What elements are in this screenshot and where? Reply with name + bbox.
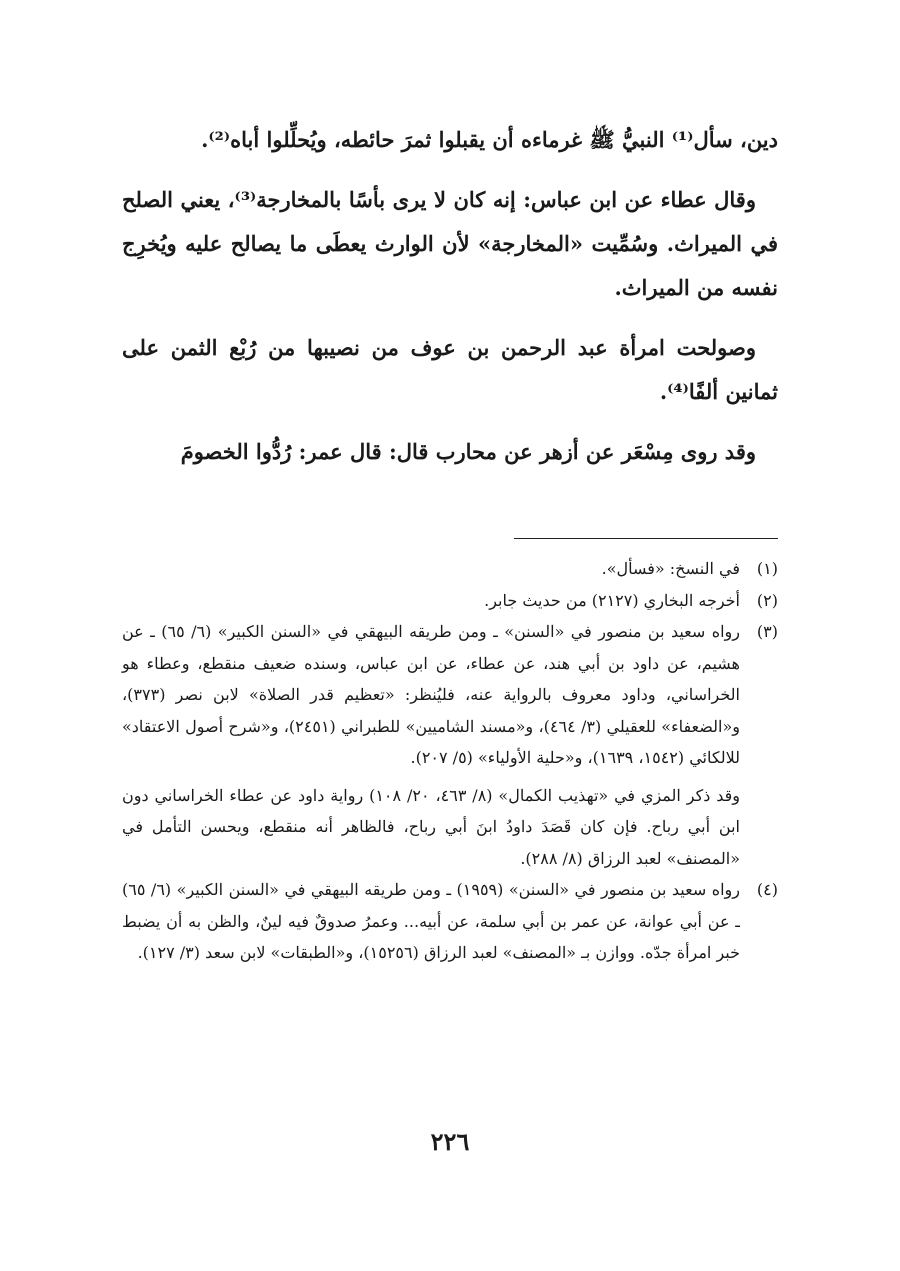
footnote-number: (١) xyxy=(756,559,778,578)
footnote-text: رواه سعيد بن منصور في «السنن» (١٩٥٩) ـ ومن طريقه البيهقي في «السنن الكبير» (٦/ ٦٥) ـ عن أبي عوانة، عن عمر بن أبي سلمة، عن أبيه... وعمرُ صدوقٌ فيه لينٌ، والظن به أن يضبط خبر امرأة جدّه. ووازن بـ «المصنف» لعبد الرزاق (١٥٢٥٦)، و«الطبقات» لابن سعد (٣/ ١٢٧). xyxy=(122,880,741,962)
footnote-text: أخرجه البخاري (٢١٢٧) من حديث جابر. xyxy=(484,590,740,610)
main-text xyxy=(122,118,778,490)
footnote-text: في النسخ: «فسأل». xyxy=(601,559,740,578)
footnote-3 xyxy=(122,616,778,774)
footnote-separator xyxy=(514,538,778,539)
paragraph-3: وصولحت امرأة عبد الرحمن بن عوف من نصيبها من رُبْع الثمن على ثمانين ألفًا⁽⁴⁾. xyxy=(122,335,778,404)
footnote-number: (٢) xyxy=(756,590,778,610)
paragraph-4: وقد روى مِسْعَر عن أزهر عن محارب قال: قال عمر: رُدُّوا الخصومَ xyxy=(180,439,756,464)
footnote-number: (٣) xyxy=(756,622,778,641)
footnote-number: (٤) xyxy=(756,880,778,899)
footnotes xyxy=(122,553,778,969)
footnote-text: رواه سعيد بن منصور في «السنن» ـ ومن طريقه البيهقي في «السنن الكبير» (٦/ ٦٥) ـ عن هشيم، عن داود بن أبي هند، عن عطاء، عن ابن عباس، وسنده ضعيف منقطع، وعطاء هو الخراساني، وداود معروف بالرواية عنه، فليُنظر: «تعظيم قدر الصلاة» لابن نصر (٣٧٣)، و«الضعفاء» للعقيلي (٣/ ٤٦٤)، و«مسند الشاميين» للطبراني (٢٤٥١)، و«شرح أصول الاعتقاد» للالكائي (١٥٤٢، ١٦٣٩)، و«حلية الأولياء» (٥/ ٢٠٧). xyxy=(122,622,741,767)
paragraph-1: دين، سأل⁽¹⁾ النبيُّ ﷺ غرماءه أن يقبلوا ثمرَ حائطه، ويُحلِّلوا أباه⁽²⁾. xyxy=(201,127,778,152)
paragraph-2: وقال عطاء عن ابن عباس: إنه كان لا يرى بأسًا بالمخارجة⁽³⁾، يعني الصلح في الميراث. وسُمِّيت «المخارجة» لأن الوارث يعطَى ما يصالح عليه ويُخرِج نفسه من الميراث. xyxy=(122,187,778,300)
footnote-4 xyxy=(122,874,778,969)
footnote-1 xyxy=(122,553,778,585)
page-number: ٢٢٦ xyxy=(430,1127,470,1156)
footnote-3-continuation: وقد ذكر المزي في «تهذيب الكمال» (٨/ ٤٦٣، ٢٠/ ١٠٨) رواية داود عن عطاء الخراساني دون ابن أبي رباح. فإن كان قَصَدَ داودُ ابنَ أبي رباح، فالظاهر أنه منقطع، ويحسن التأمل في «المصنف» لعبد الرزاق (٨/ ٢٨٨). xyxy=(122,785,740,868)
footnote-2 xyxy=(122,585,778,617)
